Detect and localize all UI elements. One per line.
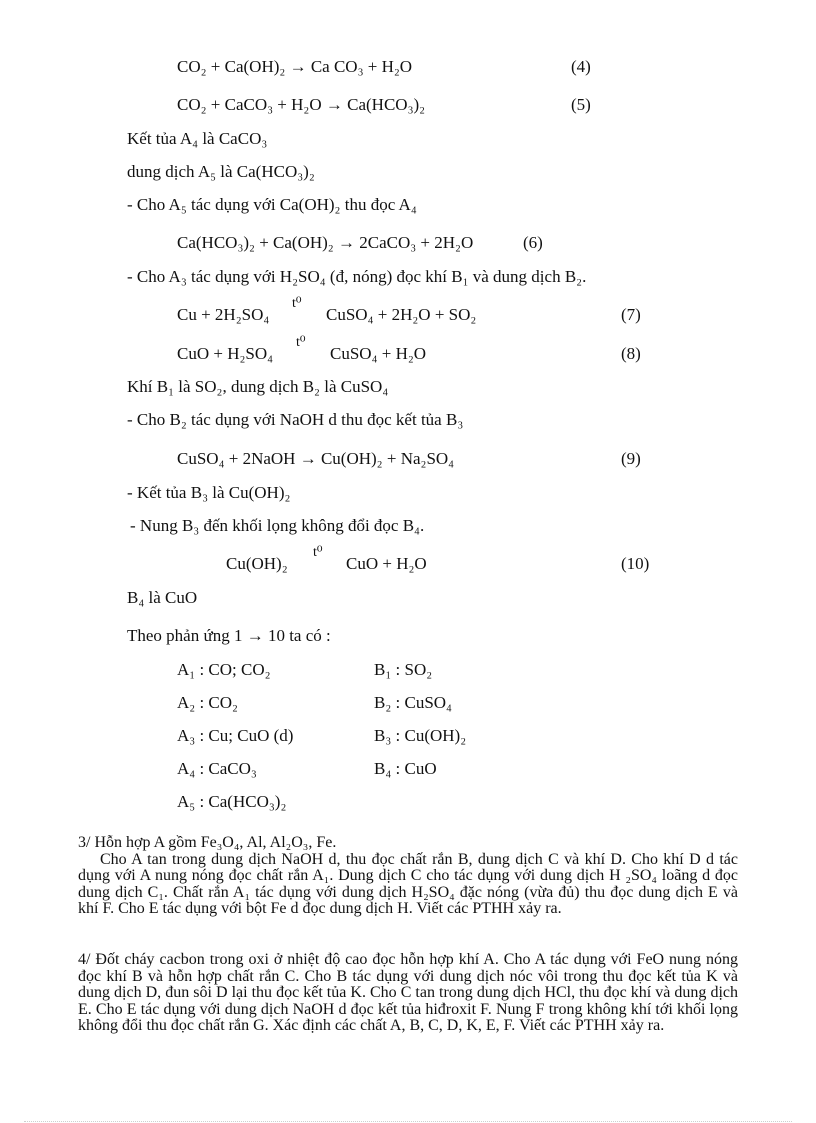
summary-a4: A₄ : CaCO₃	[177, 759, 257, 778]
reaction-10-right: CuO + H₂O	[346, 554, 427, 573]
problem-4	[78, 952, 738, 1035]
summary-b2: B₂ : CuSO₄	[374, 693, 452, 712]
note-b4: B₄ là CuO	[127, 588, 198, 607]
step-a3: - Cho A₃ tác dụng với H₂SO₄ (đ, nóng) đọc khí B₁ và dung dịch B₂.	[127, 267, 587, 286]
summary-title: Theo phản ứng 1 → 10 ta có :	[127, 626, 331, 645]
problem-3-body: Cho A tan trong dung dịch NaOH d, thu đọc chất rắn B, dung dịch C và khí D. Cho khí D d tác dụng với A nung nóng đọc chất rắn A₁. Dung dịch C cho tác dụng với dung dịch H ₂SO₄ loãng d đọc dung dịch C₁. Chất rắn A₁ tác dụng với dung dịch H₂SO₄ đặc nóng (vừa đủ) thu đọc dung dịch E và khí F. Cho E tác dụng với bột Fe d đọc dung dịch H. Viết các PTHH xảy ra.	[78, 850, 738, 917]
reaction-7-right: CuSO₄ + 2H₂O + SO₂	[326, 305, 477, 324]
summary-b3: B₃ : Cu(OH)₂	[374, 726, 467, 745]
reaction-7-number: (7)	[621, 305, 641, 324]
reaction-8-condition: t⁰	[296, 335, 306, 350]
summary-a3: A₃ : Cu; CuO (d)	[177, 726, 294, 745]
reaction-10-left: Cu(OH)₂	[226, 554, 288, 573]
problem-3-body-wrap	[78, 852, 738, 918]
reaction-4-number: (4)	[571, 57, 591, 76]
summary-b1: B₁ : SO₂	[374, 660, 433, 679]
step-b2: - Cho B₂ tác dụng với NaOH d thu đọc kết tủa B₃	[127, 410, 464, 429]
reaction-8-number: (8)	[621, 344, 641, 363]
reaction-5-equation: CO₂ + CaCO₃ + H₂O → Ca(HCO₃)₂	[177, 95, 426, 114]
reaction-7-left: Cu + 2H₂SO₄	[177, 305, 270, 324]
note-b1: Khí B₁ là SO₂, dung dịch B₂ là CuSO₄	[127, 377, 389, 396]
step-a5: - Cho A₅ tác dụng với Ca(OH)₂ thu đọc A₄	[127, 195, 417, 214]
reaction-10-number: (10)	[621, 554, 650, 573]
reaction-6-equation: Ca(HCO₃)₂ + Ca(OH)₂ → 2CaCO₃ + 2H₂O	[177, 233, 474, 252]
problem-3	[78, 835, 738, 918]
summary-b4: B₄ : CuO	[374, 759, 437, 778]
problem-4-body: 4/ Đốt cháy cacbon trong oxi ở nhiệt độ cao đọc hỗn hợp khí A. Cho A tác dụng với FeO nung nóng đọc khí B và hỗn hợp chất rắn C. Cho B tác dụng với dung dịch nóc vôi trong thu đọc kết tủa K và dung dịch D, đun sôi D lại thu đọc kết tủa K. Cho C tan trong dung dịch HCl, thu đọc khí và dung dịch E. Cho E tác dụng với dung dịch NaOH d đọc kết tủa hiđroxit F. Nung F trong không khí tới khối lọng không đổi thu đọc chất rắn G. Xác định các chất A, B, C, D, K, E, F. Viết các PTHH xảy ra.	[78, 951, 738, 1034]
problem-3-lead: 3/ Hỗn hợp A gồm Fe₃O₄, Al, Al₂O₃, Fe.	[78, 834, 337, 851]
reaction-5-number: (5)	[571, 95, 591, 114]
summary-a1: A₁ : CO; CO₂	[177, 660, 271, 679]
reaction-8-right: CuSO₄ + H₂O	[330, 344, 427, 363]
reaction-7-condition: t⁰	[292, 296, 302, 311]
step-b3: - Nung B₃ đến khối lọng không đổi đọc B₄.	[130, 516, 425, 535]
reaction-10-condition: t⁰	[313, 545, 323, 560]
reaction-9-equation: CuSO₄ + 2NaOH → Cu(OH)₂ + Na₂SO₄	[177, 449, 455, 468]
reaction-9-number: (9)	[621, 449, 641, 468]
reaction-8-left: CuO + H₂SO₄	[177, 344, 274, 363]
note-b3: - Kết tủa B₃ là Cu(OH)₂	[127, 483, 291, 502]
summary-a5: A₅ : Ca(HCO₃)₂	[177, 792, 287, 811]
reaction-6-number: (6)	[523, 233, 543, 252]
reaction-4-equation: CO₂ + Ca(OH)₂ → Ca CO₃ + H₂O	[177, 57, 413, 76]
note-a4: Kết tủa A₄ là CaCO₃	[127, 129, 268, 148]
note-a5: dung dịch A₅ là Ca(HCO₃)₂	[127, 162, 315, 181]
summary-a2: A₂ : CO₂	[177, 693, 238, 712]
page-bottom-rule	[24, 1121, 792, 1122]
